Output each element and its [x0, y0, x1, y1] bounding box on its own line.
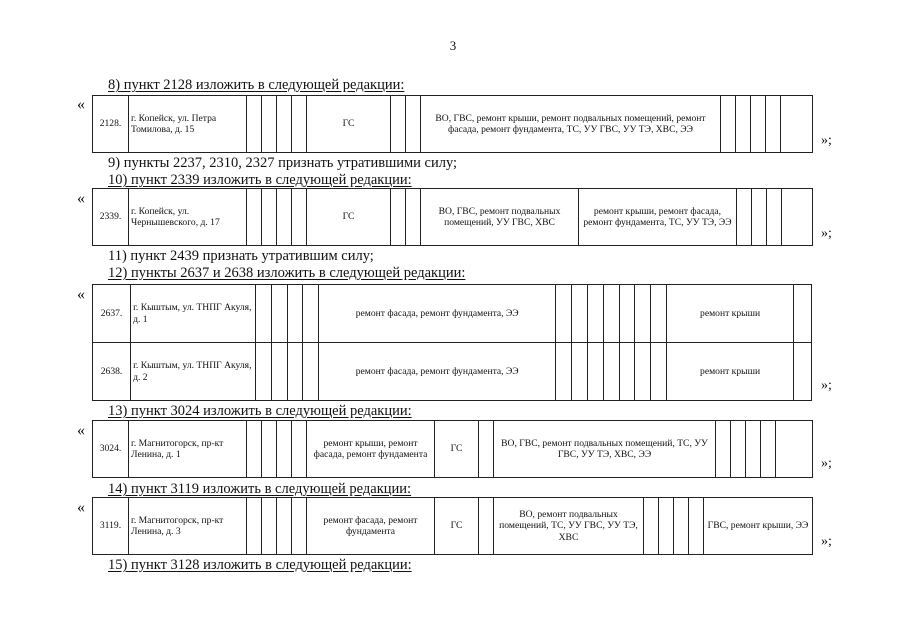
table-row-2339 [92, 188, 813, 246]
address-cell: г. Магнитогорск, пр-кт Ленина, д. 1 [129, 421, 247, 478]
close-mark: »; [821, 133, 832, 148]
close-mark: »; [821, 456, 832, 471]
address-cell: г. Кыштым, ул. ТНПГ Акуля, д. 2 [131, 343, 256, 401]
empty-cell [292, 96, 307, 153]
empty-cell [303, 285, 319, 343]
empty-cell [292, 421, 307, 478]
empty-cell [556, 285, 572, 343]
address-cell: г. Копейск, ул. Чернышевского, д. 17 [129, 189, 247, 246]
empty-cell [761, 421, 776, 478]
empty-cell [794, 285, 812, 343]
row-number: 2128. [93, 96, 129, 153]
empty-cell [255, 285, 271, 343]
empty-cell [247, 189, 262, 246]
empty-cell [651, 343, 667, 401]
empty-cell [262, 189, 277, 246]
row-number: 2637. [93, 285, 131, 343]
empty-cell [479, 498, 494, 555]
table-rows-2637-2638 [92, 284, 812, 401]
row-number: 3119. [93, 498, 129, 555]
empty-cell [247, 421, 262, 478]
empty-cell [287, 285, 303, 343]
empty-cell [651, 285, 667, 343]
empty-cell [619, 285, 635, 343]
empty-cell [262, 498, 277, 555]
empty-cell [406, 96, 421, 153]
empty-cell [731, 421, 746, 478]
table-row-2637 [93, 285, 812, 343]
section-10-text: 10) пункт 2339 изложить в следующей редакции: [108, 172, 412, 188]
works-cell: ремонт фасада, ремонт фундамента [307, 498, 435, 555]
empty-cell [716, 421, 731, 478]
works-cell: ВО, ГВС, ремонт подвальных помещений, УУ ГВС, ХВС [421, 189, 579, 246]
type-cell: ГС [435, 498, 479, 555]
works-cell: ремонт крыши [667, 285, 794, 343]
type-cell: ГС [307, 189, 391, 246]
works-cell: ремонт крыши, ремонт фасада, ремонт фундамента [307, 421, 435, 478]
empty-cell [619, 343, 635, 401]
page-number: 3 [449, 38, 457, 53]
empty-cell [721, 96, 736, 153]
empty-cell [571, 285, 587, 343]
empty-cell [659, 498, 674, 555]
empty-cell [794, 343, 812, 401]
works-cell: ВО, ГВС, ремонт крыши, ремонт подвальных помещений, ремонт фасада, ремонт фундамента, ТС, УУ ГВС, УУ ТЭ, ХВС, ЭЭ [421, 96, 721, 153]
works-cell: ремонт фасада, ремонт фундамента, ЭЭ [319, 285, 556, 343]
empty-cell [603, 285, 619, 343]
empty-cell [752, 189, 767, 246]
empty-cell [262, 96, 277, 153]
empty-cell [292, 189, 307, 246]
empty-cell [571, 343, 587, 401]
section-14-text: 14) пункт 3119 изложить в следующей редакции: [108, 481, 412, 497]
table-row-3024 [92, 420, 813, 478]
section-8-text: 8) пункт 2128 изложить в следующей редакции: [108, 77, 405, 93]
works-cell: ГВС, ремонт крыши, ЭЭ [704, 498, 813, 555]
empty-cell [782, 189, 813, 246]
type-cell: ГС [435, 421, 479, 478]
empty-cell [674, 498, 689, 555]
section-13-text: 13) пункт 3024 изложить в следующей редакции: [108, 403, 412, 419]
empty-cell [277, 189, 292, 246]
address-cell: г. Копейск, ул. Петра Томилова, д. 15 [129, 96, 247, 153]
section-9-text: 9) пункты 2237, 2310, 2327 признать утратившими силу; [108, 155, 458, 171]
row-number: 2339. [93, 189, 129, 246]
close-mark: »; [821, 378, 832, 393]
works-cell: ремонт крыши [667, 343, 794, 401]
empty-cell [287, 343, 303, 401]
empty-cell [271, 285, 287, 343]
address-cell: г. Магнитогорск, пр-кт Ленина, д. 3 [129, 498, 247, 555]
empty-cell [391, 96, 406, 153]
empty-cell [603, 343, 619, 401]
empty-cell [737, 189, 752, 246]
empty-cell [271, 343, 287, 401]
empty-cell [303, 343, 319, 401]
empty-cell [479, 421, 494, 478]
empty-cell [587, 285, 603, 343]
row-number: 3024. [93, 421, 129, 478]
address-cell: г. Кыштым, ул. ТНПГ Акуля, д. 1 [131, 285, 256, 343]
table-row-3119 [92, 497, 813, 555]
empty-cell [751, 96, 766, 153]
open-quote: « [77, 499, 85, 516]
empty-cell [644, 498, 659, 555]
close-mark: »; [821, 226, 832, 241]
works-cell: ремонт крыши, ремонт фасада, ремонт фундамента, ТС, УУ ТЭ, ЭЭ [579, 189, 737, 246]
empty-cell [277, 96, 292, 153]
open-quote: « [77, 286, 85, 303]
empty-cell [635, 285, 651, 343]
type-cell: ГС [307, 96, 391, 153]
empty-cell [406, 189, 421, 246]
empty-cell [277, 498, 292, 555]
empty-cell [255, 343, 271, 401]
table-row-2128 [92, 95, 813, 153]
empty-cell [635, 343, 651, 401]
open-quote: « [77, 190, 85, 207]
open-quote: « [77, 422, 85, 439]
empty-cell [746, 421, 761, 478]
open-quote: « [77, 96, 85, 113]
empty-cell [292, 498, 307, 555]
section-12-text: 12) пункты 2637 и 2638 изложить в следующей редакции: [108, 265, 466, 281]
empty-cell [587, 343, 603, 401]
table-row-2638 [93, 343, 812, 401]
empty-cell [262, 421, 277, 478]
section-11-text: 11) пункт 2439 признать утратившим силу; [108, 248, 374, 264]
empty-cell [766, 96, 781, 153]
empty-cell [689, 498, 704, 555]
empty-cell [391, 189, 406, 246]
empty-cell [736, 96, 751, 153]
empty-cell [277, 421, 292, 478]
works-cell: ВО, ремонт подвальных помещений, ТС, УУ ГВС, УУ ТЭ, ХВС [494, 498, 644, 555]
empty-cell [781, 96, 813, 153]
row-number: 2638. [93, 343, 131, 401]
close-mark: »; [821, 534, 832, 549]
section-15-text: 15) пункт 3128 изложить в следующей редакции: [108, 557, 412, 573]
empty-cell [247, 498, 262, 555]
empty-cell [556, 343, 572, 401]
works-cell: ВО, ГВС, ремонт подвальных помещений, ТС, УУ ГВС, УУ ТЭ, ХВС, ЭЭ [494, 421, 716, 478]
empty-cell [247, 96, 262, 153]
empty-cell [776, 421, 813, 478]
works-cell: ремонт фасада, ремонт фундамента, ЭЭ [319, 343, 556, 401]
empty-cell [767, 189, 782, 246]
